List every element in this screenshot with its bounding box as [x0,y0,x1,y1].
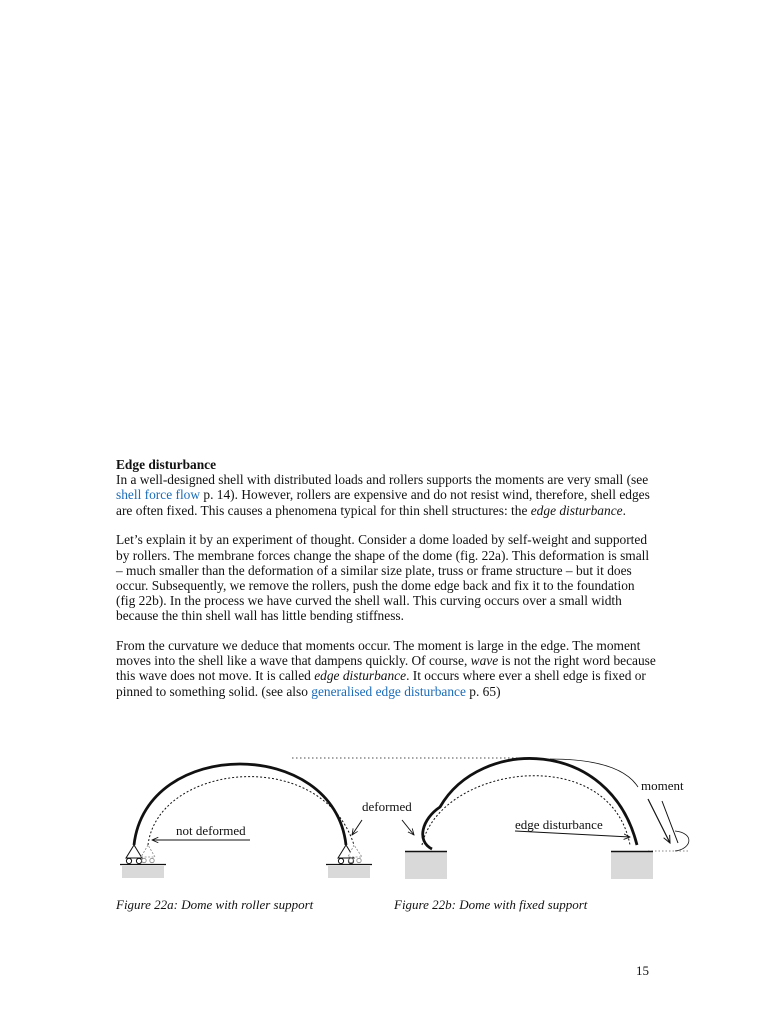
edge-disturbance-label: edge disturbance [515,817,603,832]
deformed-arrow-right [402,820,414,835]
fixed-support-right [611,851,653,879]
deformed-arrow-left [352,820,362,835]
paragraph-3-text-a: From the curvature we deduce that moments occur. The moment is large in the edge. The moment moves into the shell like a wave that dampens quickly. Of course, [116,638,641,669]
paragraph-1 [116,472,656,518]
paragraph-3-text-d: p. 65) [465,683,501,699]
paragraph-2: Let’s explain it by an experiment of thought. Consider a dome loaded by self-weight and supported by rollers. The membrane forces change the shape of the dome (fig. 22a). This deformation is small – much smaller than the deformation of a similar size plate, truss or frame structure – but it does occur. Subsequently, we remove the rollers, push the dome edge back and fix it to the foundation (fig 22b). In the process we have curved the shell wall. This curving occurs over a small width because the thin shell wall has little bending stiffness. [116,532,650,624]
paragraph-3-text-b: is not the right word because this wave does not move. It is called [116,653,656,684]
deformed-label: deformed [362,799,412,814]
dome-b-deformed-reference [422,776,630,845]
moment-label: moment [641,778,684,793]
paragraph-3-emphasis-edge: edge disturbance [314,668,407,684]
paragraph-1-text-a: In a well-designed shell with distributed loads and rollers supports the moments are very small (see [116,472,649,488]
figure-22 [110,745,700,885]
shell-force-flow-link[interactable]: shell force flow [116,487,201,503]
paragraph-1-text-c: . [622,502,626,518]
paragraph-3-emphasis-wave: wave [470,653,499,669]
dome-diagram [110,745,700,885]
moment-arrow-icon [648,799,690,851]
paragraph-1-emphasis: edge disturbance [530,502,623,518]
dome-a [120,764,372,878]
dome-b [362,758,690,879]
section-heading: Edge disturbance [116,457,217,472]
paragraph-3-text-c: . It occurs where ever a shell edge is fixed or pinned to something solid. (see also [116,668,646,699]
roller-support-left [120,845,166,878]
paragraph-1-text-b: p. 14). However, rollers are expensive and do not resist wind, therefore, shell edges are often fixed. This causes a phenomena typical for thin shell structures: the [116,487,650,518]
caption-figure-22a: Figure 22a: Dome with roller support [116,897,314,912]
roller-support-right [326,845,372,878]
caption-figure-22b: Figure 22b: Dome with fixed support [394,897,588,912]
not-deformed-label: not deformed [176,823,246,838]
generalised-edge-disturbance-link[interactable]: generalised edge disturbance [311,683,466,699]
page-number: 15 [636,963,649,978]
edge-disturbance-section [116,457,656,713]
paragraph-3 [116,638,656,699]
fixed-support-left [405,851,447,879]
